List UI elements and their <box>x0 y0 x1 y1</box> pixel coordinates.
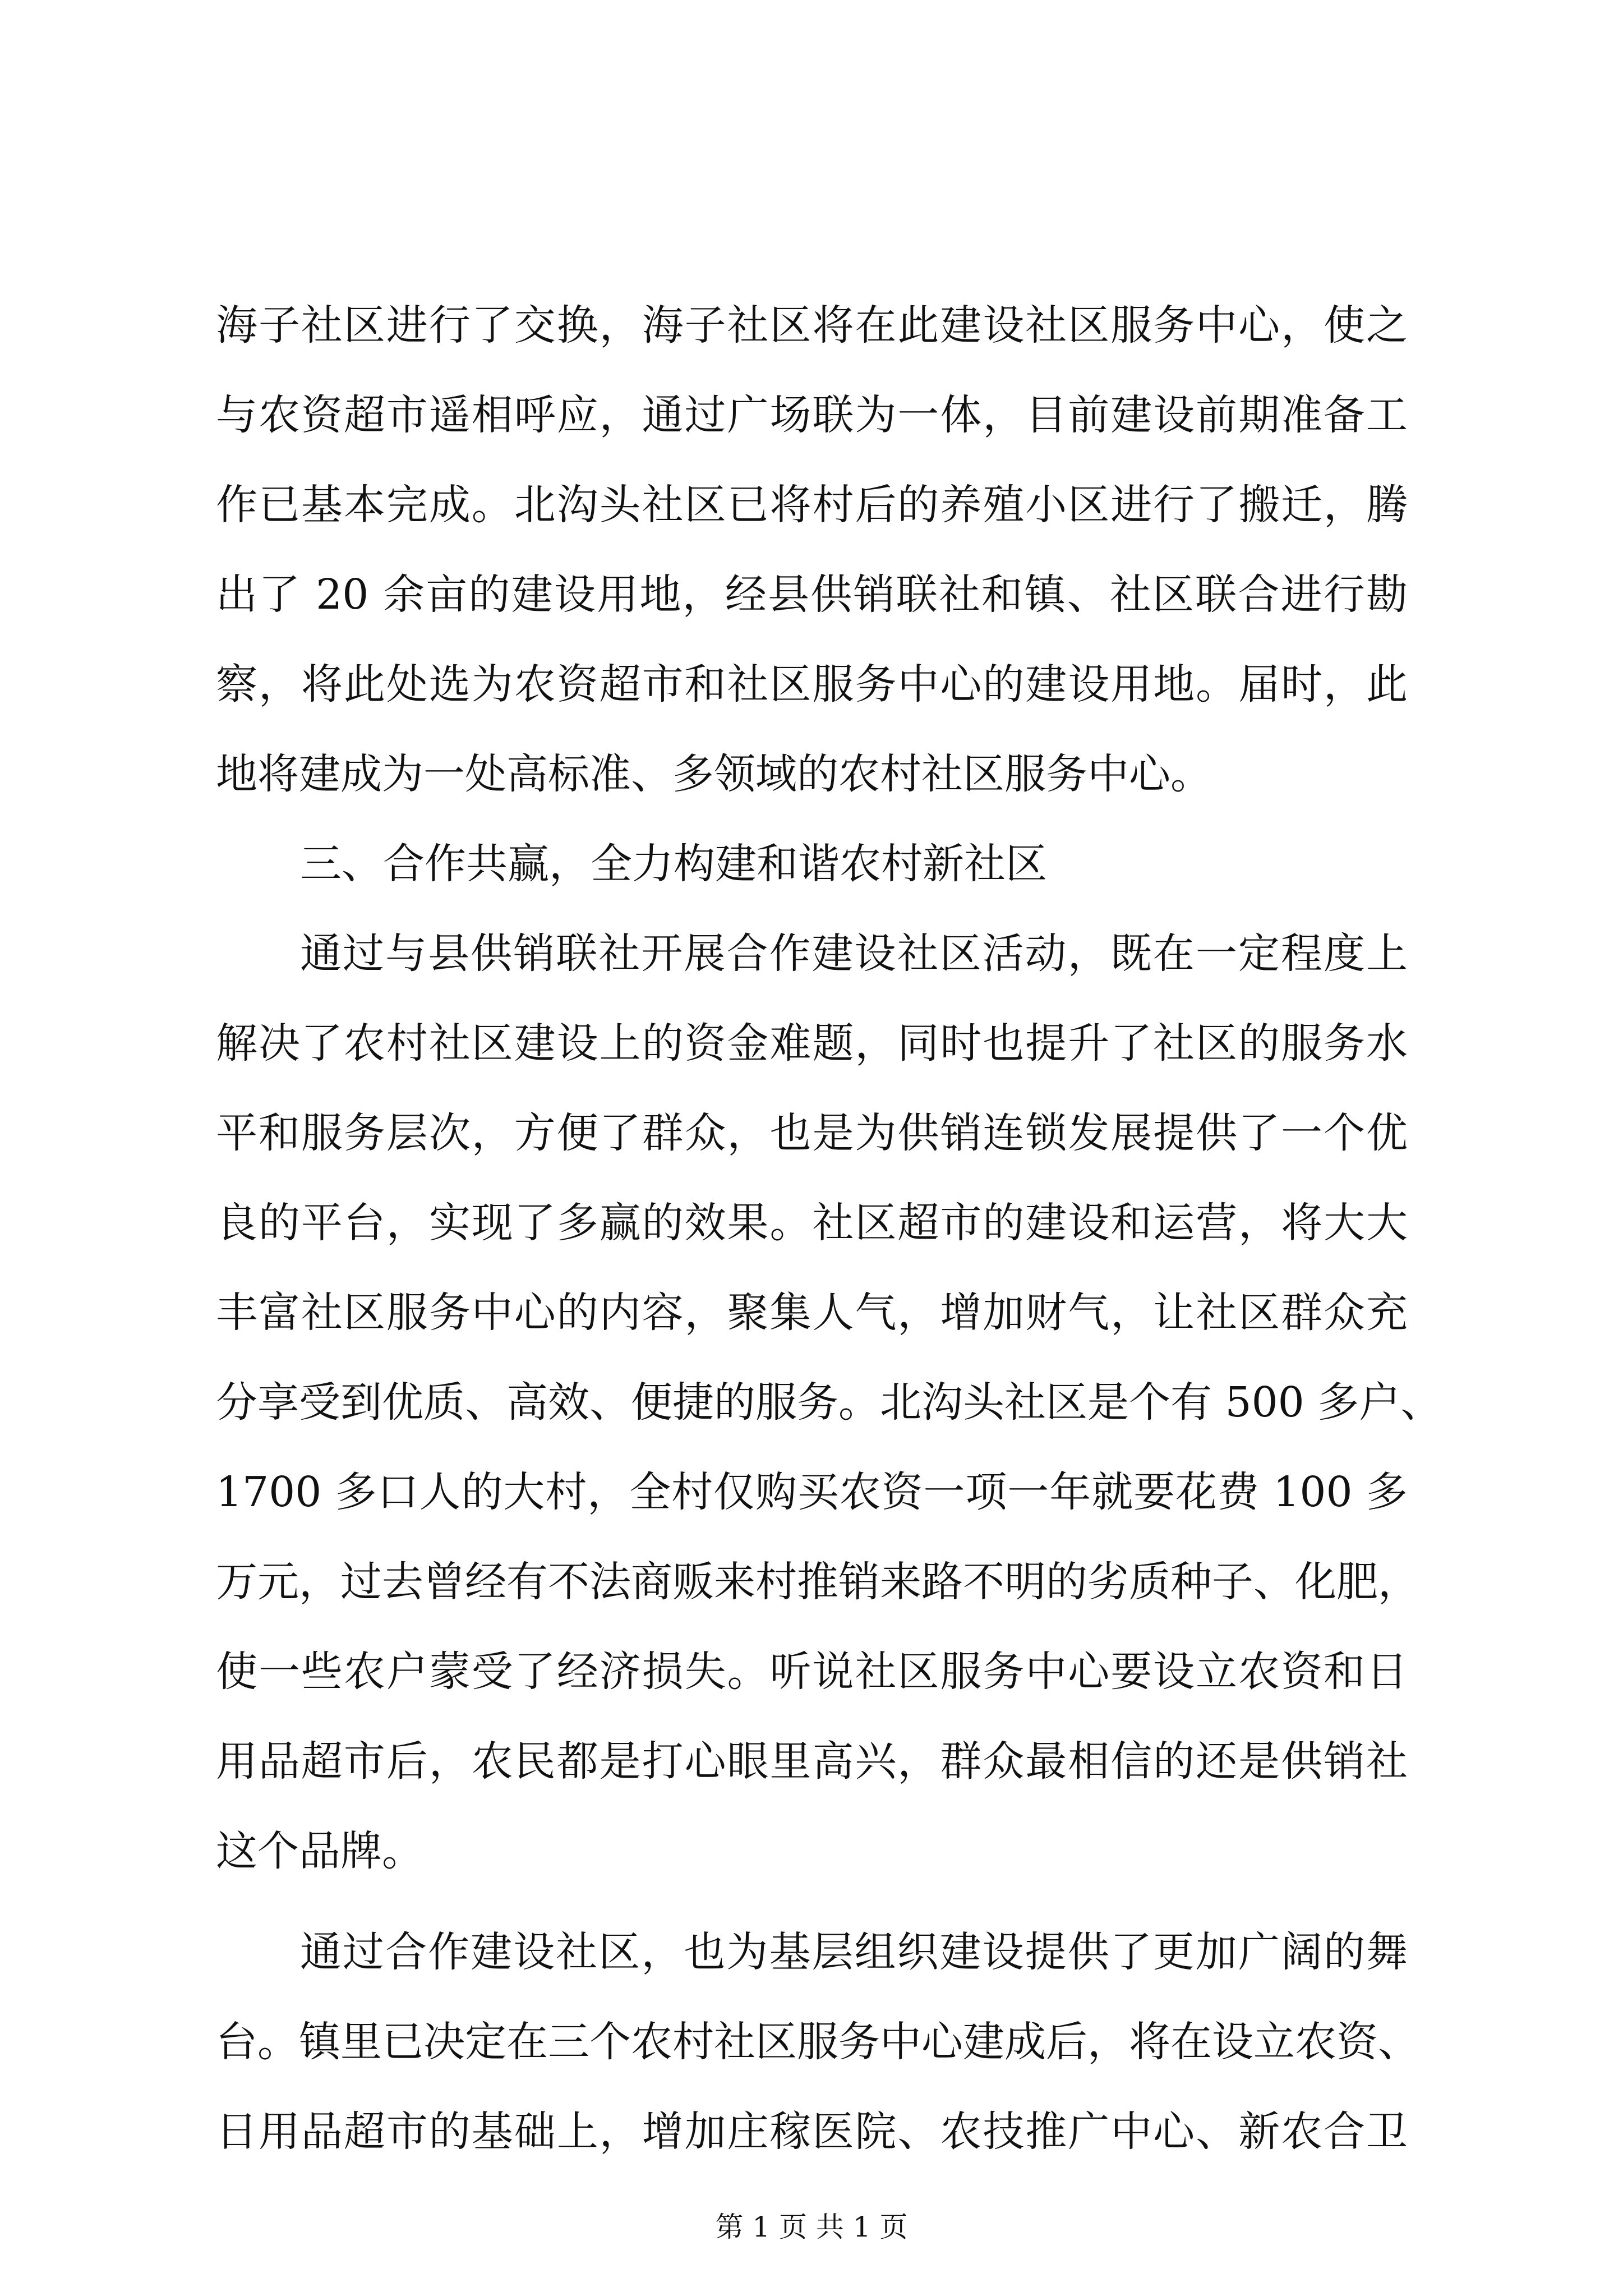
text-line: 用品超市后，农民都是打心眼里高兴，群众最相信的还是供销社 <box>216 1737 1408 1786</box>
text-line: 良的平台，实现了多赢的效果。社区超市的建设和运营，将大大 <box>216 1199 1408 1247</box>
text-line: 1700 多口人的大村，全村仅购买农资一项一年就要花费 100 多 <box>216 1468 1408 1516</box>
text-line: 台。镇里已决定在三个农村社区服务中心建成后，将在设立农资、 <box>216 2018 1419 2066</box>
text-line: 解决了农村社区建设上的资金难题，同时也提升了社区的服务水 <box>216 1019 1408 1068</box>
text-line: 使一些农户蒙受了经济损失。听说社区服务中心要设立农资和日 <box>216 1648 1408 1696</box>
text-line: 出了 20 余亩的建设用地，经县供销联社和镇、社区联合进行勘 <box>216 570 1408 619</box>
text-line: 丰富社区服务中心的内容，聚集人气，增加财气，让社区群众充 <box>216 1289 1408 1337</box>
text-line: 这个品牌。 <box>216 1827 423 1875</box>
text-line: 通过合作建设社区，也为基层组织建设提供了更加广阔的舞 <box>300 1928 1408 1976</box>
section-heading: 三、合作共赢，全力构建和谐农村新社区 <box>300 840 1047 888</box>
text-line: 日用品超市的基础上，增加庄稼医院、农技推广中心、新农合卫 <box>216 2108 1408 2156</box>
text-line: 通过与县供销联社开展合作建设社区活动，既在一定程度上 <box>300 930 1408 978</box>
text-line: 万元，过去曾经有不法商贩来村推销来路不明的劣质种子、化肥， <box>216 1558 1419 1606</box>
text-line: 分享受到优质、高效、便捷的服务。北沟头社区是个有 500 多户、 <box>216 1378 1442 1427</box>
text-line: 海子社区进行了交换，海子社区将在此建设社区服务中心，使之 <box>216 301 1408 349</box>
page-footer: 第 1 页 共 1 页 <box>715 2211 908 2243</box>
text-line: 与农资超市遥相呼应，通过广场联为一体，目前建设前期准备工 <box>216 391 1408 439</box>
text-line: 察，将此处选为农资超市和社区服务中心的建设用地。届时，此 <box>216 660 1408 708</box>
text-line: 作已基本完成。北沟头社区已将村后的养殖小区进行了搬迁，腾 <box>216 481 1408 529</box>
text-line: 地将建成为一处高标准、多领域的农村社区服务中心。 <box>216 750 1212 798</box>
text-line: 平和服务层次，方便了群众，也是为供销连锁发展提供了一个优 <box>216 1109 1408 1157</box>
